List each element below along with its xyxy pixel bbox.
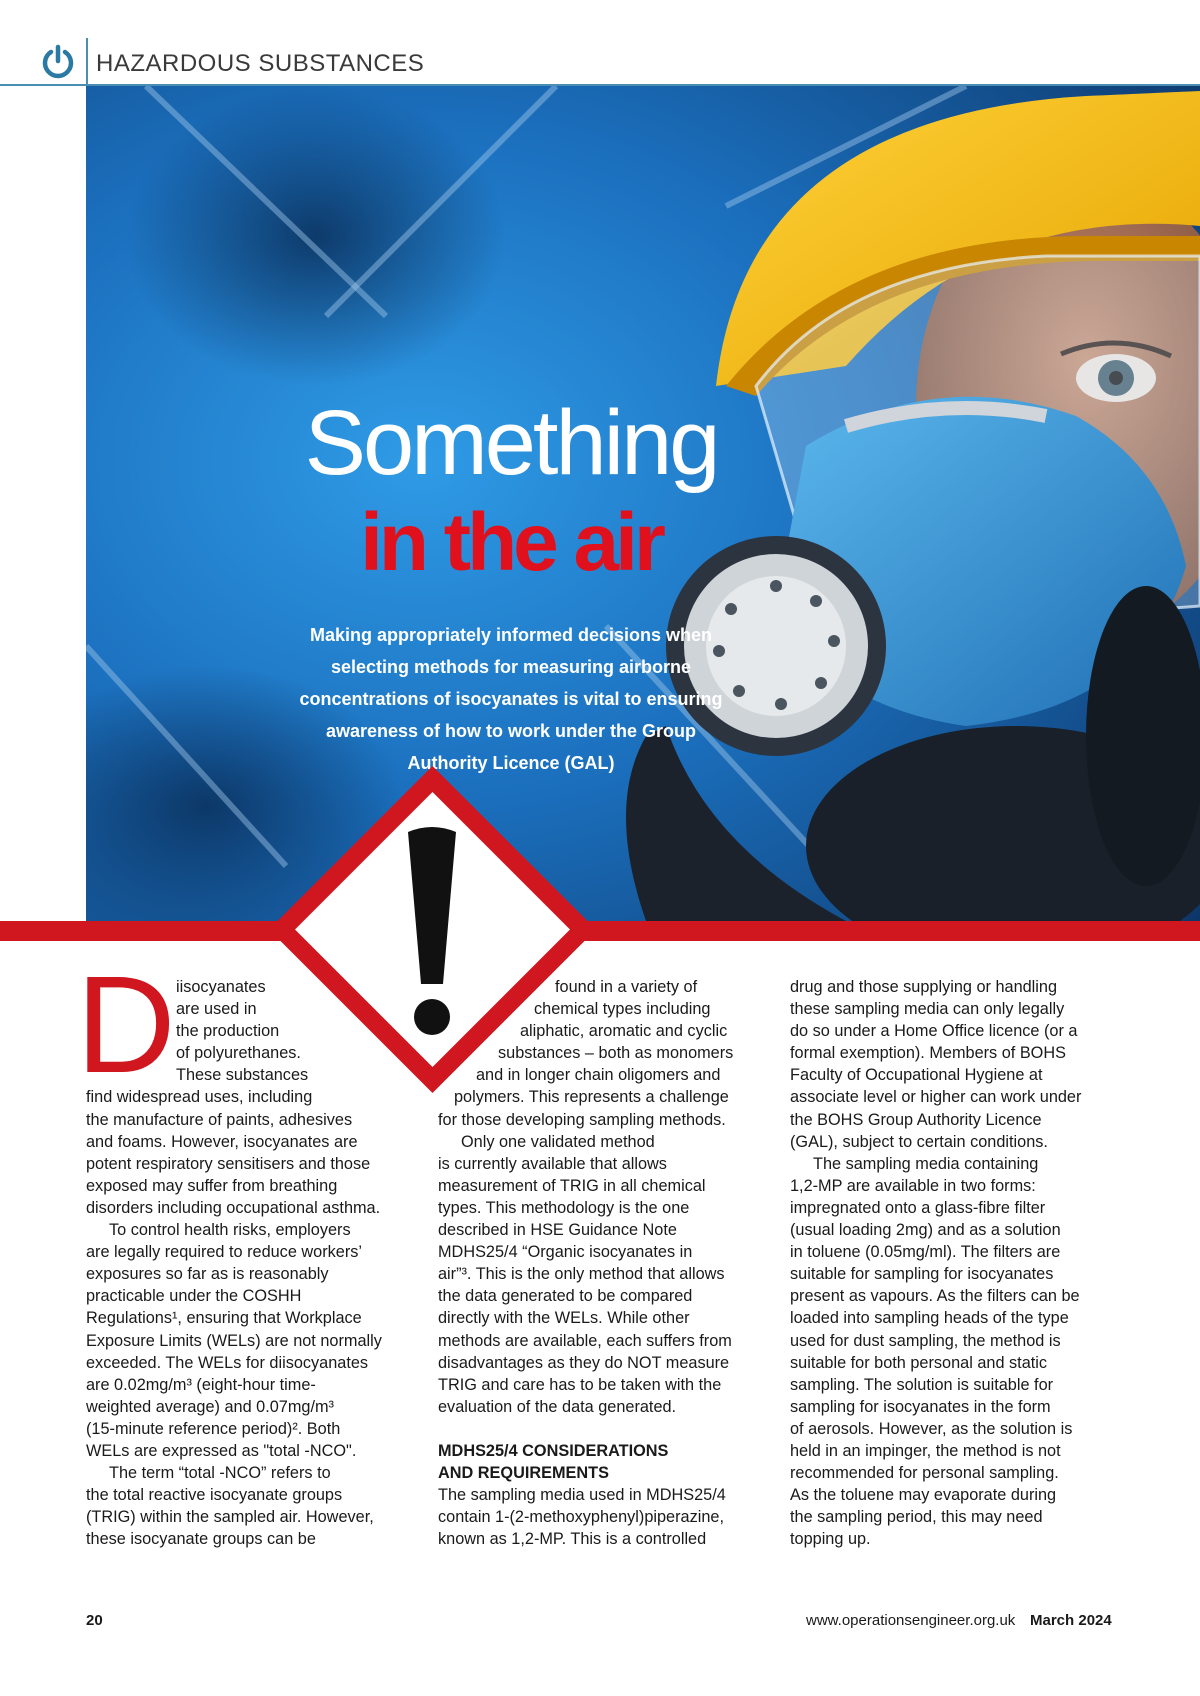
power-icon <box>40 44 76 80</box>
body-line: To control health risks, employers <box>109 1221 351 1240</box>
headline-bold: in the air <box>360 497 662 588</box>
body-line: the BOHS Group Authority Licence <box>790 1110 1042 1129</box>
body-line: contain 1-(2-methoxyphenyl)piperazine, <box>438 1508 724 1527</box>
body-line: The sampling media containing <box>813 1154 1039 1173</box>
body-line: exposed may suffer from breathing <box>86 1176 338 1195</box>
body-line: described in HSE Guidance Note <box>438 1221 677 1240</box>
body-line: air”³. This is the only method that allows <box>438 1265 725 1284</box>
body-line: disadvantages as they do NOT measure <box>438 1353 730 1372</box>
body-line: Regulations¹, ensuring that Workplace <box>86 1309 362 1328</box>
body-line: loaded into sampling heads of the type <box>790 1309 1069 1328</box>
body-line: iisocyanates <box>176 978 266 996</box>
body-line: (GAL), subject to certain conditions. <box>790 1132 1048 1151</box>
standfirst-line: Making appropriately informed decisions when <box>309 625 713 645</box>
body-line: weighted average) and 0.07mg/m³ <box>86 1397 334 1416</box>
body-line: found in a variety of <box>555 978 698 996</box>
body-line: aliphatic, aromatic and cyclic <box>520 1022 728 1041</box>
body-line: exceeded. The WELs for diisocyanates <box>86 1353 369 1372</box>
standfirst-line: selecting methods for measuring airborne <box>330 657 692 677</box>
body-line: is currently available that allows <box>438 1154 667 1173</box>
standfirst-line: concentrations of isocyanates is vital to ensuring <box>299 689 723 709</box>
body-column-3 <box>790 976 1120 1550</box>
red-band <box>0 921 1200 941</box>
body-line: and foams. However, isocyanates are <box>86 1132 358 1151</box>
body-line: (usual loading 2mg) and as a solution <box>790 1221 1061 1240</box>
body-line: these isocyanate groups can be <box>86 1530 316 1549</box>
body-line: and in longer chain oligomers and <box>476 1066 721 1085</box>
body-column-1 <box>86 976 416 1550</box>
body-line: Only one validated method <box>461 1132 655 1151</box>
body-line: potent respiratory sensitisers and those <box>86 1154 371 1173</box>
body-line: sampling. The solution is suitable for <box>790 1375 1054 1394</box>
body-line: the total reactive isocyanate groups <box>86 1486 343 1505</box>
body-line: suitable for both personal and static <box>790 1353 1048 1372</box>
body-line: are 0.02mg/m³ (eight-hour time- <box>86 1375 316 1394</box>
page-header <box>0 0 1200 84</box>
body-line: used for dust sampling, the method is <box>790 1331 1061 1350</box>
body-line: (15-minute reference period)². Both <box>86 1419 341 1438</box>
body-line: types. This methodology is the one <box>438 1198 690 1217</box>
body-line: the sampling period, this may need <box>790 1508 1043 1527</box>
body-line: exposures so far as is reasonably <box>86 1265 329 1284</box>
body-line: for those developing sampling methods. <box>438 1110 726 1129</box>
body-line: The sampling media used in MDHS25/4 <box>438 1486 726 1505</box>
body-line: measurement of TRIG in all chemical <box>438 1176 706 1195</box>
body-line: find widespread uses, including <box>86 1088 313 1107</box>
page-number: 20 <box>86 1612 103 1629</box>
body-line: of polyurethanes. <box>176 1044 301 1063</box>
body-line: Exposure Limits (WELs) are not normally <box>86 1331 382 1350</box>
body-line: recommended for personal sampling. <box>790 1464 1059 1483</box>
body-line: sampling for isocyanates in the form <box>790 1397 1051 1416</box>
body-line: (TRIG) within the sampled air. However, <box>86 1508 374 1527</box>
body-line: polymers. This represents a challenge <box>454 1088 729 1107</box>
subheading: AND REQUIREMENTS <box>438 1463 609 1482</box>
body-line: The term “total -NCO” refers to <box>109 1464 331 1483</box>
body-line: disorders including occupational asthma. <box>86 1198 381 1217</box>
body-line: these sampling media can only legally <box>790 1000 1065 1019</box>
body-line: present as vapours. As the filters can be <box>790 1287 1080 1306</box>
body-line: the production <box>176 1022 280 1041</box>
hero-image <box>86 86 1200 921</box>
body-line: do so under a Home Office licence (or a <box>790 1022 1078 1041</box>
body-line: suitable for sampling for isocyanates <box>790 1265 1054 1284</box>
body-line: Faculty of Occupational Hygiene at <box>790 1066 1043 1085</box>
body-column-2 <box>438 976 768 1550</box>
body-line: of aerosols. However, as the solution is <box>790 1419 1073 1438</box>
standfirst-line: Authority Licence (GAL) <box>407 753 615 773</box>
standfirst <box>186 619 836 779</box>
body-line: TRIG and care has to be taken with the <box>438 1375 722 1394</box>
body-line: These substances <box>176 1066 309 1085</box>
body-line: formal exemption). Members of BOHS <box>790 1044 1066 1063</box>
body-line: evaluation of the data generated. <box>438 1397 677 1416</box>
body-line: drug and those supplying or handling <box>790 978 1058 996</box>
body-line: substances – both as monomers <box>498 1044 734 1063</box>
header-divider <box>86 38 88 84</box>
body-line: impregnated onto a glass-fibre filter <box>790 1198 1046 1217</box>
body-line: are legally required to reduce workers’ <box>86 1243 363 1262</box>
body-line: associate level or higher can work under <box>790 1088 1082 1107</box>
body-line: in toluene (0.05mg/ml). The filters are <box>790 1243 1061 1262</box>
body-line: the data generated to be compared <box>438 1287 693 1306</box>
footer-date: March 2024 <box>1030 1612 1112 1629</box>
headline-light: Something <box>304 392 718 494</box>
body-line: methods are available, each suffers from <box>438 1331 732 1350</box>
subheading: MDHS25/4 CONSIDERATIONS <box>438 1441 669 1460</box>
body-line: directly with the WELs. While other <box>438 1309 690 1328</box>
body-line: held in an impinger, the method is not <box>790 1441 1061 1460</box>
footer-url[interactable]: www.operationsengineer.org.uk <box>806 1612 1016 1629</box>
body-line: practicable under the COSHH <box>86 1287 302 1306</box>
body-line: As the toluene may evaporate during <box>790 1486 1057 1505</box>
body-line: the manufacture of paints, adhesives <box>86 1110 353 1129</box>
body-line: known as 1,2-MP. This is a controlled <box>438 1530 707 1549</box>
body-line: WELs are expressed as "total -NCO". <box>86 1441 357 1460</box>
body-line: topping up. <box>790 1530 871 1549</box>
body-line: are used in <box>176 1000 257 1019</box>
body-line: 1,2-MP are available in two forms: <box>790 1176 1036 1195</box>
section-title: HAZARDOUS SUBSTANCES <box>96 50 425 77</box>
body-line: chemical types including <box>534 1000 711 1019</box>
body-line: MDHS25/4 “Organic isocyanates in <box>438 1243 693 1262</box>
standfirst-line: awareness of how to work under the Group <box>325 721 697 741</box>
drop-cap: D <box>76 948 176 1102</box>
